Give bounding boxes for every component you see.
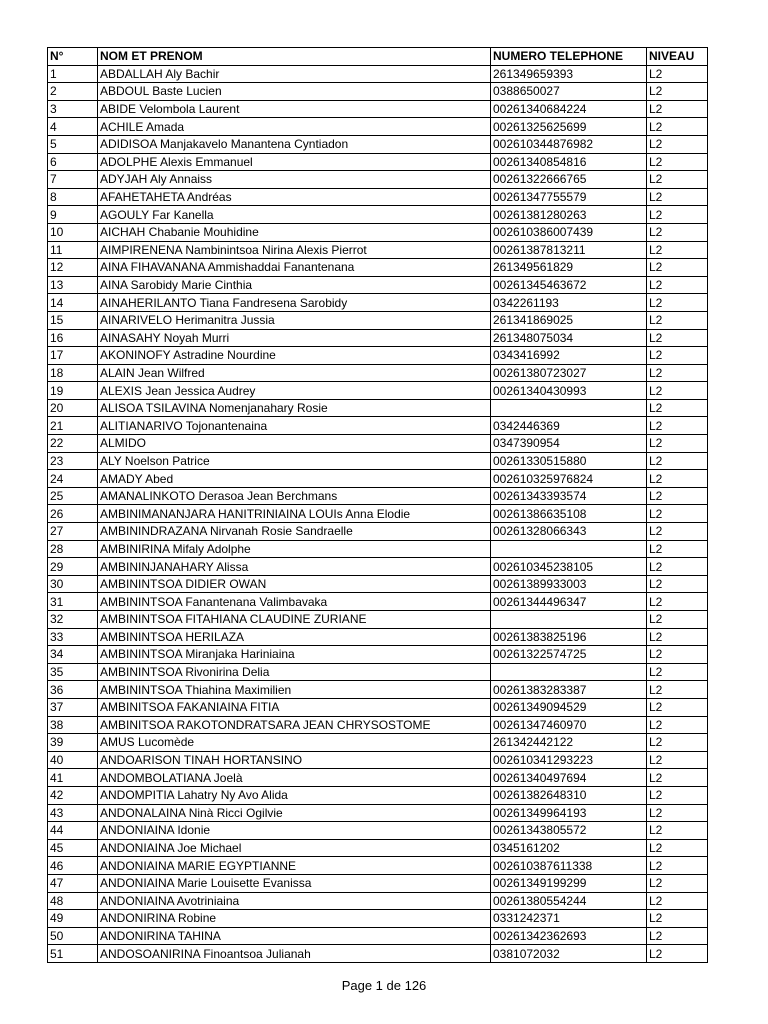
student-name-cell: AMADY Abed — [98, 470, 491, 488]
level-cell: L2 — [647, 347, 708, 365]
table-row — [48, 206, 708, 224]
row-number-cell: 1 — [48, 65, 98, 83]
student-name-cell: ABDALLAH Aly Bachir — [98, 65, 491, 83]
row-number-cell: 36 — [48, 681, 98, 699]
level-cell: L2 — [647, 206, 708, 224]
table-row — [48, 276, 708, 294]
table-row — [48, 681, 708, 699]
level-cell: L2 — [647, 769, 708, 787]
table-row — [48, 171, 708, 189]
row-number-cell: 50 — [48, 927, 98, 945]
phone-number-cell: 00261383825196 — [491, 628, 647, 646]
level-cell: L2 — [647, 276, 708, 294]
phone-number-cell: 00261322574725 — [491, 646, 647, 664]
table-row — [48, 910, 708, 928]
row-number-cell: 12 — [48, 259, 98, 277]
level-cell: L2 — [647, 646, 708, 664]
table-row — [48, 786, 708, 804]
table-row — [48, 646, 708, 664]
level-cell: L2 — [647, 945, 708, 963]
table-row — [48, 435, 708, 453]
row-number-cell: 46 — [48, 857, 98, 875]
table-row — [48, 698, 708, 716]
table-row — [48, 505, 708, 523]
level-cell: L2 — [647, 839, 708, 857]
level-cell: L2 — [647, 118, 708, 136]
row-number-cell: 43 — [48, 804, 98, 822]
phone-number-cell: 00261349964193 — [491, 804, 647, 822]
student-name-cell: ANDOSOANIRINA Finoantsoa Julianah — [98, 945, 491, 963]
phone-number-cell: 00261325625699 — [491, 118, 647, 136]
row-number-cell: 18 — [48, 364, 98, 382]
row-number-cell: 22 — [48, 435, 98, 453]
student-name-cell: AINAHERILANTO Tiana Fandresena Sarobidy — [98, 294, 491, 312]
student-name-cell: AFAHETAHETA Andréas — [98, 188, 491, 206]
student-name-cell: AMBININTSOA Miranjaka Hariniaina — [98, 646, 491, 664]
level-cell: L2 — [647, 751, 708, 769]
level-cell: L2 — [647, 822, 708, 840]
table-row — [48, 153, 708, 171]
row-number-cell: 48 — [48, 892, 98, 910]
student-name-cell: ALITIANARIVO Tojonantenaina — [98, 417, 491, 435]
level-cell: L2 — [647, 540, 708, 558]
student-name-cell: ALAIN Jean Wilfred — [98, 364, 491, 382]
table-row — [48, 822, 708, 840]
row-number-cell: 35 — [48, 663, 98, 681]
row-number-cell: 19 — [48, 382, 98, 400]
student-name-cell: AMBININJANAHARY Alissa — [98, 558, 491, 576]
level-cell: L2 — [647, 786, 708, 804]
level-cell: L2 — [647, 892, 708, 910]
student-name-cell: AMBININTSOA Fanantenana Valimbavaka — [98, 593, 491, 611]
student-name-cell: ANDOMBOLATIANA Joelà — [98, 769, 491, 787]
level-cell: L2 — [647, 663, 708, 681]
student-name-cell: ADIDISOA Manjakavelo Manantena Cyntiadon — [98, 135, 491, 153]
row-number-cell: 16 — [48, 329, 98, 347]
table-row — [48, 874, 708, 892]
row-number-cell: 34 — [48, 646, 98, 664]
student-name-cell: ANDOARISON TINAH HORTANSINO — [98, 751, 491, 769]
table-row — [48, 347, 708, 365]
row-number-cell: 14 — [48, 294, 98, 312]
row-number-cell: 26 — [48, 505, 98, 523]
row-number-cell: 4 — [48, 118, 98, 136]
phone-number-cell: 0342446369 — [491, 417, 647, 435]
phone-number-cell: 00261340430993 — [491, 382, 647, 400]
student-name-cell: AGOULY Far Kanella — [98, 206, 491, 224]
phone-number-cell: 261349659393 — [491, 65, 647, 83]
level-cell: L2 — [647, 259, 708, 277]
row-number-cell: 11 — [48, 241, 98, 259]
phone-number-cell: 0343416992 — [491, 347, 647, 365]
student-name-cell: AMBININTSOA Thiahina Maximilien — [98, 681, 491, 699]
student-name-cell: ANDONALAINA Ninà Ricci Ogilvie — [98, 804, 491, 822]
table-row — [48, 329, 708, 347]
phone-number-cell: 0381072032 — [491, 945, 647, 963]
student-name-cell: AMANALINKOTO Derasoa Jean Berchmans — [98, 487, 491, 505]
table-row — [48, 628, 708, 646]
level-cell: L2 — [647, 698, 708, 716]
table-row — [48, 523, 708, 541]
phone-number-cell: 0331242371 — [491, 910, 647, 928]
student-name-cell: AINA Sarobidy Marie Cinthia — [98, 276, 491, 294]
phone-number-cell: 00261383283387 — [491, 681, 647, 699]
student-name-cell: ALY Noelson Patrice — [98, 452, 491, 470]
row-number-cell: 17 — [48, 347, 98, 365]
level-cell: L2 — [647, 927, 708, 945]
phone-number-cell: 00261340684224 — [491, 100, 647, 118]
student-name-cell: ANDONIRINA Robine — [98, 910, 491, 928]
phone-number-cell: 002610387611338 — [491, 857, 647, 875]
row-number-cell: 9 — [48, 206, 98, 224]
level-cell: L2 — [647, 558, 708, 576]
row-number-cell: 38 — [48, 716, 98, 734]
row-number-cell: 13 — [48, 276, 98, 294]
table-row — [48, 294, 708, 312]
phone-number-cell: 0345161202 — [491, 839, 647, 857]
row-number-cell: 42 — [48, 786, 98, 804]
student-name-cell: AMBININTSOA DIDIER OWAN — [98, 575, 491, 593]
level-cell: L2 — [647, 575, 708, 593]
table-row — [48, 470, 708, 488]
row-number-cell: 5 — [48, 135, 98, 153]
row-number-cell: 6 — [48, 153, 98, 171]
student-name-cell: ANDONIRINA TAHINA — [98, 927, 491, 945]
table-row — [48, 593, 708, 611]
row-number-cell: 49 — [48, 910, 98, 928]
table-row — [48, 540, 708, 558]
student-name-cell: AMBININTSOA FITAHIANA CLAUDINE ZURIANE — [98, 611, 491, 629]
student-name-cell: ANDONIAINA Avotriniaina — [98, 892, 491, 910]
level-cell: L2 — [647, 910, 708, 928]
phone-number-cell: 00261382648310 — [491, 786, 647, 804]
row-number-cell: 27 — [48, 523, 98, 541]
column-header-level: NIVEAU — [647, 48, 708, 66]
level-cell: L2 — [647, 135, 708, 153]
level-cell: L2 — [647, 611, 708, 629]
phone-number-cell — [491, 663, 647, 681]
phone-number-cell: 00261349094529 — [491, 698, 647, 716]
table-row — [48, 259, 708, 277]
student-name-cell: AINASAHY Noyah Murri — [98, 329, 491, 347]
row-number-cell: 29 — [48, 558, 98, 576]
level-cell: L2 — [647, 65, 708, 83]
level-cell: L2 — [647, 452, 708, 470]
table-row — [48, 399, 708, 417]
table-row — [48, 118, 708, 136]
student-name-cell: ACHILE Amada — [98, 118, 491, 136]
student-name-cell: ANDOMPITIA Lahatry Ny Avo Alida — [98, 786, 491, 804]
table-row — [48, 241, 708, 259]
phone-number-cell: 00261381280263 — [491, 206, 647, 224]
student-name-cell: AMUS Lucomède — [98, 734, 491, 752]
phone-number-cell: 00261322666765 — [491, 171, 647, 189]
phone-number-cell: 00261380723027 — [491, 364, 647, 382]
student-name-cell: AMBINITSOA FAKANIAINA FITIA — [98, 698, 491, 716]
table-row — [48, 311, 708, 329]
level-cell: L2 — [647, 857, 708, 875]
level-cell: L2 — [647, 417, 708, 435]
level-cell: L2 — [647, 171, 708, 189]
level-cell: L2 — [647, 874, 708, 892]
level-cell: L2 — [647, 223, 708, 241]
table-body — [48, 65, 708, 962]
table-row — [48, 663, 708, 681]
phone-number-cell: 00261380554244 — [491, 892, 647, 910]
table-row — [48, 65, 708, 83]
phone-number-cell: 00261386635108 — [491, 505, 647, 523]
row-number-cell: 40 — [48, 751, 98, 769]
phone-number-cell: 00261340497694 — [491, 769, 647, 787]
student-name-cell: ADOLPHE Alexis Emmanuel — [98, 153, 491, 171]
table-row — [48, 223, 708, 241]
phone-number-cell: 00261389933003 — [491, 575, 647, 593]
level-cell: L2 — [647, 329, 708, 347]
level-cell: L2 — [647, 399, 708, 417]
column-header-number: N° — [48, 48, 98, 66]
row-number-cell: 51 — [48, 945, 98, 963]
student-name-cell: ALEXIS Jean Jessica Audrey — [98, 382, 491, 400]
student-name-cell: ANDONIAINA Joe Michael — [98, 839, 491, 857]
phone-number-cell: 261342442122 — [491, 734, 647, 752]
level-cell: L2 — [647, 294, 708, 312]
table-row — [48, 452, 708, 470]
table-row — [48, 100, 708, 118]
phone-number-cell: 00261343393574 — [491, 487, 647, 505]
phone-number-cell: 261349561829 — [491, 259, 647, 277]
level-cell: L2 — [647, 382, 708, 400]
row-number-cell: 24 — [48, 470, 98, 488]
student-name-cell: AINARIVELO Herimanitra Jussia — [98, 311, 491, 329]
page-number: Page 1 de 126 — [341, 978, 427, 993]
table-row — [48, 558, 708, 576]
level-cell: L2 — [647, 188, 708, 206]
level-cell: L2 — [647, 364, 708, 382]
row-number-cell: 23 — [48, 452, 98, 470]
row-number-cell: 20 — [48, 399, 98, 417]
student-name-cell: AKONINOFY Astradine Nourdine — [98, 347, 491, 365]
student-name-cell: AMBININTSOA Rivonirina Delia — [98, 663, 491, 681]
level-cell: L2 — [647, 681, 708, 699]
phone-number-cell: 00261328066343 — [491, 523, 647, 541]
table-row — [48, 839, 708, 857]
phone-number-cell: 00261343805572 — [491, 822, 647, 840]
level-cell: L2 — [647, 100, 708, 118]
student-name-cell: AMBINIMANANJARA HANITRINIAINA LOUIs Anna Elodie — [98, 505, 491, 523]
table-row — [48, 575, 708, 593]
row-number-cell: 15 — [48, 311, 98, 329]
table-row — [48, 364, 708, 382]
table-row — [48, 716, 708, 734]
row-number-cell: 47 — [48, 874, 98, 892]
student-name-cell: ALISOA TSILAVINA Nomenjanahary Rosie — [98, 399, 491, 417]
table-row — [48, 857, 708, 875]
student-name-cell: AMBINIRINA Mifaly Adolphe — [98, 540, 491, 558]
table-row — [48, 188, 708, 206]
phone-number-cell: 00261345463672 — [491, 276, 647, 294]
phone-number-cell: 00261342362693 — [491, 927, 647, 945]
phone-number-cell: 002610386007439 — [491, 223, 647, 241]
phone-number-cell — [491, 540, 647, 558]
row-number-cell: 44 — [48, 822, 98, 840]
row-number-cell: 3 — [48, 100, 98, 118]
table-header-row — [48, 48, 708, 66]
level-cell: L2 — [647, 716, 708, 734]
level-cell: L2 — [647, 628, 708, 646]
level-cell: L2 — [647, 487, 708, 505]
table-row — [48, 487, 708, 505]
row-number-cell: 8 — [48, 188, 98, 206]
table-row — [48, 135, 708, 153]
row-number-cell: 31 — [48, 593, 98, 611]
row-number-cell: 2 — [48, 83, 98, 101]
table-row — [48, 417, 708, 435]
phone-number-cell: 00261349199299 — [491, 874, 647, 892]
row-number-cell: 28 — [48, 540, 98, 558]
phone-number-cell: 00261387813211 — [491, 241, 647, 259]
phone-number-cell: 002610345238105 — [491, 558, 647, 576]
student-name-cell: ANDONIAINA Marie Louisette Evanissa — [98, 874, 491, 892]
student-name-cell: ANDONIAINA MARIE EGYPTIANNE — [98, 857, 491, 875]
level-cell: L2 — [647, 804, 708, 822]
table-row — [48, 611, 708, 629]
row-number-cell: 25 — [48, 487, 98, 505]
table-row — [48, 83, 708, 101]
row-number-cell: 41 — [48, 769, 98, 787]
level-cell: L2 — [647, 83, 708, 101]
phone-number-cell: 261341869025 — [491, 311, 647, 329]
table-row — [48, 751, 708, 769]
row-number-cell: 45 — [48, 839, 98, 857]
table-row — [48, 382, 708, 400]
student-name-cell: ABIDE Velombola Laurent — [98, 100, 491, 118]
phone-number-cell — [491, 399, 647, 417]
student-name-cell: ABDOUL Baste Lucien — [98, 83, 491, 101]
phone-number-cell: 261348075034 — [491, 329, 647, 347]
table-row — [48, 804, 708, 822]
phone-number-cell: 0388650027 — [491, 83, 647, 101]
student-name-cell: AIMPIRENENA Nambinintsoa Nirina Alexis Pierrot — [98, 241, 491, 259]
table-row — [48, 927, 708, 945]
student-name-cell: AICHAH Chabanie Mouhidine — [98, 223, 491, 241]
table-row — [48, 945, 708, 963]
column-header-name: NOM ET PRENOM — [98, 48, 491, 66]
row-number-cell: 7 — [48, 171, 98, 189]
phone-number-cell: 00261347460970 — [491, 716, 647, 734]
level-cell: L2 — [647, 523, 708, 541]
student-name-cell: ADYJAH Aly Annaiss — [98, 171, 491, 189]
phone-number-cell: 0342261193 — [491, 294, 647, 312]
level-cell: L2 — [647, 470, 708, 488]
row-number-cell: 10 — [48, 223, 98, 241]
phone-number-cell: 00261340854816 — [491, 153, 647, 171]
phone-number-cell: 00261344496347 — [491, 593, 647, 611]
student-name-cell: AINA FIHAVANANA Ammishaddai Fanantenana — [98, 259, 491, 277]
student-name-cell: AMBINITSOA RAKOTONDRATSARA JEAN CHRYSOSTOME — [98, 716, 491, 734]
phone-number-cell: 002610341293223 — [491, 751, 647, 769]
level-cell: L2 — [647, 241, 708, 259]
phone-number-cell: 00261330515880 — [491, 452, 647, 470]
table-row — [48, 892, 708, 910]
student-name-cell: AMBININDRAZANA Nirvanah Rosie Sandraelle — [98, 523, 491, 541]
row-number-cell: 33 — [48, 628, 98, 646]
row-number-cell: 21 — [48, 417, 98, 435]
phone-number-cell: 002610325976824 — [491, 470, 647, 488]
student-name-cell: ANDONIAINA Idonie — [98, 822, 491, 840]
phone-number-cell: 00261347755579 — [491, 188, 647, 206]
column-header-phone: NUMERO TELEPHONE — [491, 48, 647, 66]
row-number-cell: 30 — [48, 575, 98, 593]
level-cell: L2 — [647, 435, 708, 453]
level-cell: L2 — [647, 593, 708, 611]
phone-number-cell: 002610344876982 — [491, 135, 647, 153]
row-number-cell: 37 — [48, 698, 98, 716]
student-name-cell: ALMIDO — [98, 435, 491, 453]
student-name-cell: AMBININTSOA HERILAZA — [98, 628, 491, 646]
level-cell: L2 — [647, 153, 708, 171]
row-number-cell: 32 — [48, 611, 98, 629]
level-cell: L2 — [647, 734, 708, 752]
level-cell: L2 — [647, 311, 708, 329]
row-number-cell: 39 — [48, 734, 98, 752]
phone-number-cell — [491, 611, 647, 629]
phone-number-cell: 0347390954 — [491, 435, 647, 453]
student-register-table — [47, 47, 708, 963]
table-row — [48, 769, 708, 787]
level-cell: L2 — [647, 505, 708, 523]
table-row — [48, 734, 708, 752]
